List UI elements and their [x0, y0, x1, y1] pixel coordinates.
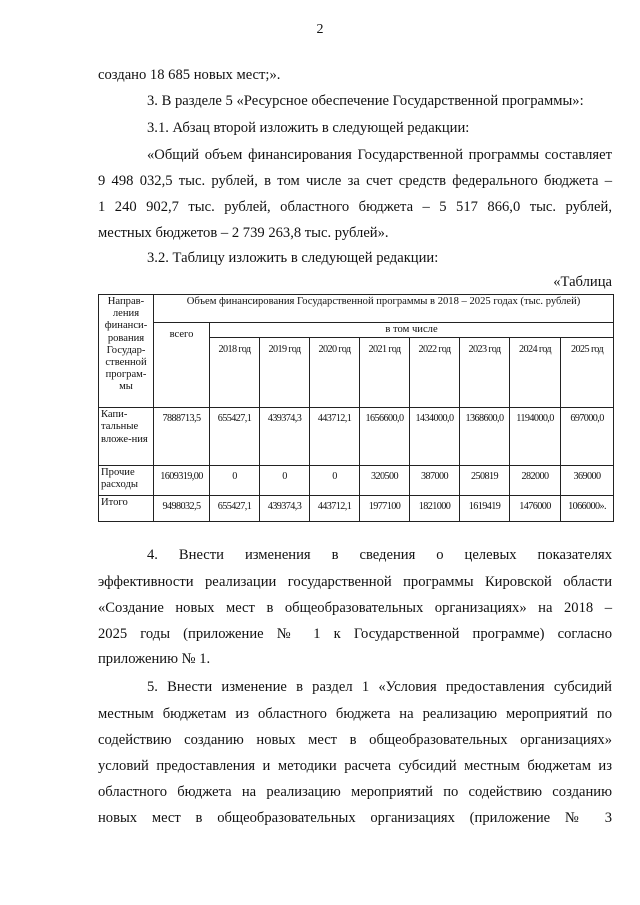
table-row: [99, 496, 614, 522]
year-header: 2022 год: [410, 338, 460, 408]
row-name: Прочие расходы: [99, 466, 154, 496]
cell-value: 282000: [510, 466, 561, 496]
cell-value: 1656600,0: [360, 408, 410, 466]
cell-value: 439374,3: [260, 408, 310, 466]
text-line: 9 498 032,5 тыс. рублей, в том числе за счет средств федерального бюджета –: [98, 173, 612, 189]
text-line: условий предоставления и методики расчета субсидий местным бюджетам из: [98, 758, 612, 774]
text-line: местным бюджетам из областного бюджета на реализацию мероприятий по: [98, 706, 612, 722]
table-caption: «Таблица: [553, 274, 612, 290]
cell-value: 250819: [460, 466, 510, 496]
text-line: «Создание новых мест в общеобразовательных организациях» на 2018 –: [98, 600, 612, 616]
text-line: создано 18 685 новых мест;».: [98, 67, 281, 83]
cell-value: 655427,1: [210, 496, 260, 522]
text-line: новых мест в общеобразовательных организациях (приложение № 3: [98, 810, 612, 826]
year-header: 2018 год: [210, 338, 260, 408]
section-3-1-heading: 3.1. Абзац второй изложить в следующей редакции:: [147, 120, 470, 136]
year-header: 2025 год: [561, 338, 614, 408]
year-header: 2019 год: [260, 338, 310, 408]
text-line: областного бюджета на реализацию мероприятий по содействию созданию: [98, 784, 612, 800]
section-4-heading: 4. Внести изменения в сведения о целевых показателях: [147, 547, 612, 563]
row-total: 7888713,5: [154, 408, 210, 466]
cell-value: 655427,1: [210, 408, 260, 466]
text-line: местных бюджетов – 2 739 263,8 тыс. рублей».: [98, 225, 389, 241]
cell-value: 0: [260, 466, 310, 496]
row-name: Итого: [99, 496, 154, 522]
year-header: 2021 год: [360, 338, 410, 408]
year-header: 2024 год: [510, 338, 561, 408]
text-line: 1 240 902,7 тыс. рублей, областного бюджета – 5 517 866,0 тыс. рублей,: [98, 199, 612, 215]
text-line: приложению № 1.: [98, 651, 211, 667]
financing-table: [98, 294, 614, 522]
cell-value: 1821000: [410, 496, 460, 522]
year-header: 2020 год: [310, 338, 360, 408]
text-line: содействию созданию новых мест в общеобразовательных организациях»: [98, 732, 612, 748]
header-volume: Объем финансирования Государственной программы в 2018 – 2025 годах (тыс. рублей): [154, 295, 614, 323]
text-line: «Общий объем финансирования Государственной программы составляет: [147, 147, 612, 163]
cell-value: 1476000: [510, 496, 561, 522]
cell-value: 0: [310, 466, 360, 496]
text-line: 2025 годы (приложение № 1 к Государственной программе) согласно: [98, 626, 612, 642]
table-row: [99, 408, 614, 466]
cell-value: 1066000».: [561, 496, 614, 522]
cell-value: 1194000,0: [510, 408, 561, 466]
header-total: всего: [154, 323, 210, 408]
cell-value: 0: [210, 466, 260, 496]
header-including: в том числе: [210, 323, 614, 338]
cell-value: 443712,1: [310, 496, 360, 522]
cell-value: 697000,0: [561, 408, 614, 466]
year-header: 2023 год: [460, 338, 510, 408]
cell-value: 369000: [561, 466, 614, 496]
table-row: [99, 466, 614, 496]
cell-value: 1619419: [460, 496, 510, 522]
text-line: эффективности реализации государственной программы Кировской области: [98, 574, 612, 590]
cell-value: 443712,1: [310, 408, 360, 466]
section-3-heading: 3. В разделе 5 «Ресурсное обеспечение Государственной программы»:: [147, 93, 584, 109]
row-total: 9498032,5: [154, 496, 210, 522]
cell-value: 1434000,0: [410, 408, 460, 466]
cell-value: 387000: [410, 466, 460, 496]
row-total: 1609319,00: [154, 466, 210, 496]
section-5-heading: 5. Внести изменение в раздел 1 «Условия предоставления субсидий: [147, 679, 612, 695]
row-name: Капи-тальные вложе-ния: [99, 408, 154, 466]
page-number: 2: [316, 22, 324, 37]
cell-value: 1368600,0: [460, 408, 510, 466]
cell-value: 439374,3: [260, 496, 310, 522]
cell-value: 320500: [360, 466, 410, 496]
header-direction: Направ-ления финанси-рования Государ-ственной програм-мы: [99, 295, 154, 408]
section-3-2-heading: 3.2. Таблицу изложить в следующей редакции:: [147, 250, 439, 266]
cell-value: 1977100: [360, 496, 410, 522]
